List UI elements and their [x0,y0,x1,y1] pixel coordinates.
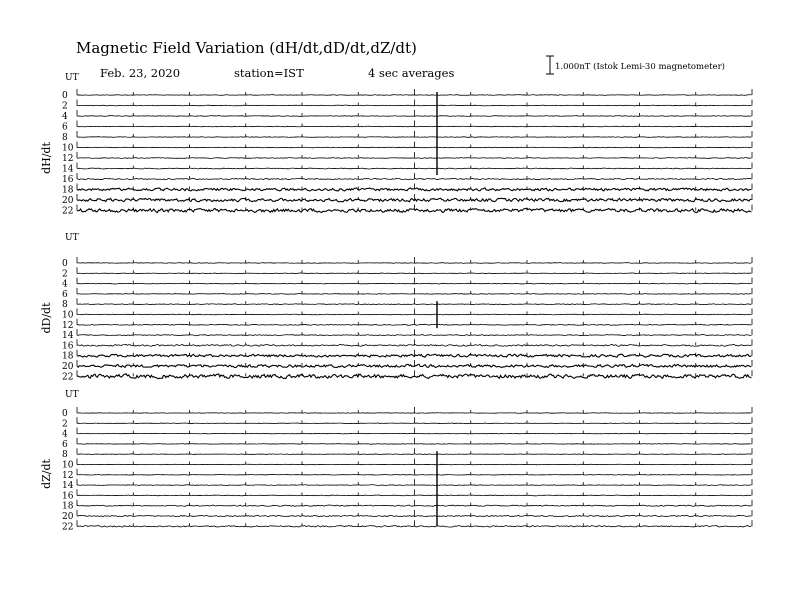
hour-label: 4 [62,279,68,290]
hour-label: 12 [62,320,74,331]
hour-label: 2 [62,101,68,112]
panel-ylabel: dZ/dt [40,459,53,489]
hour-label: 16 [62,341,74,352]
scale-bar-label: 1.000nT (Istok Lemi-30 magnetometer) [555,62,725,72]
hour-label: 14 [62,481,74,492]
panels [40,73,752,532]
hour-label: 20 [62,362,74,372]
figure-title: Magnetic Field Variation (dH/dt,dD/dt,dZ/dt) [76,39,417,57]
panel-ylabel: dH/dt [40,142,53,174]
date-label: Feb. 23, 2020 [100,66,181,80]
ut-label: UT [65,73,79,83]
panel-dH-dt [40,73,752,217]
hour-label: 2 [62,269,68,280]
hour-label: 4 [62,112,68,122]
hour-label: 0 [62,91,68,101]
ut-label: UT [65,233,79,243]
hour-label: 12 [62,470,74,481]
panel-dD-dt [40,233,752,382]
panel-dZ-dt [40,390,752,532]
hour-label: 0 [62,259,68,269]
hour-label: 6 [62,122,68,133]
hour-label: 14 [62,164,74,175]
hour-label: 8 [62,133,68,143]
panel-ylabel: dD/dt [40,302,53,334]
hour-label: 16 [62,175,74,185]
station-label: station=IST [234,66,304,80]
hour-label: 8 [62,450,68,461]
hour-label: 2 [62,419,68,430]
scale-bar [546,56,725,74]
hour-label: 14 [62,331,74,342]
hour-label: 20 [62,196,74,206]
hour-label: 10 [62,460,74,471]
ut-label: UT [65,390,79,400]
hour-label: 6 [62,289,68,300]
hour-label: 4 [62,429,68,440]
hour-label: 16 [62,491,74,502]
hour-label: 20 [62,512,74,522]
hour-label: 12 [62,154,74,164]
hour-label: 6 [62,439,68,450]
hour-label: 22 [62,206,74,217]
hour-label: 10 [62,310,74,321]
hour-label: 0 [62,409,68,419]
hour-label: 22 [62,522,74,533]
averaging-label: 4 sec averages [368,66,455,80]
hour-label: 18 [62,185,74,196]
hour-label: 18 [62,351,74,362]
hour-label: 10 [62,143,74,154]
hour-label: 8 [62,300,68,311]
hour-label: 22 [62,372,74,383]
hour-label: 18 [62,501,74,512]
